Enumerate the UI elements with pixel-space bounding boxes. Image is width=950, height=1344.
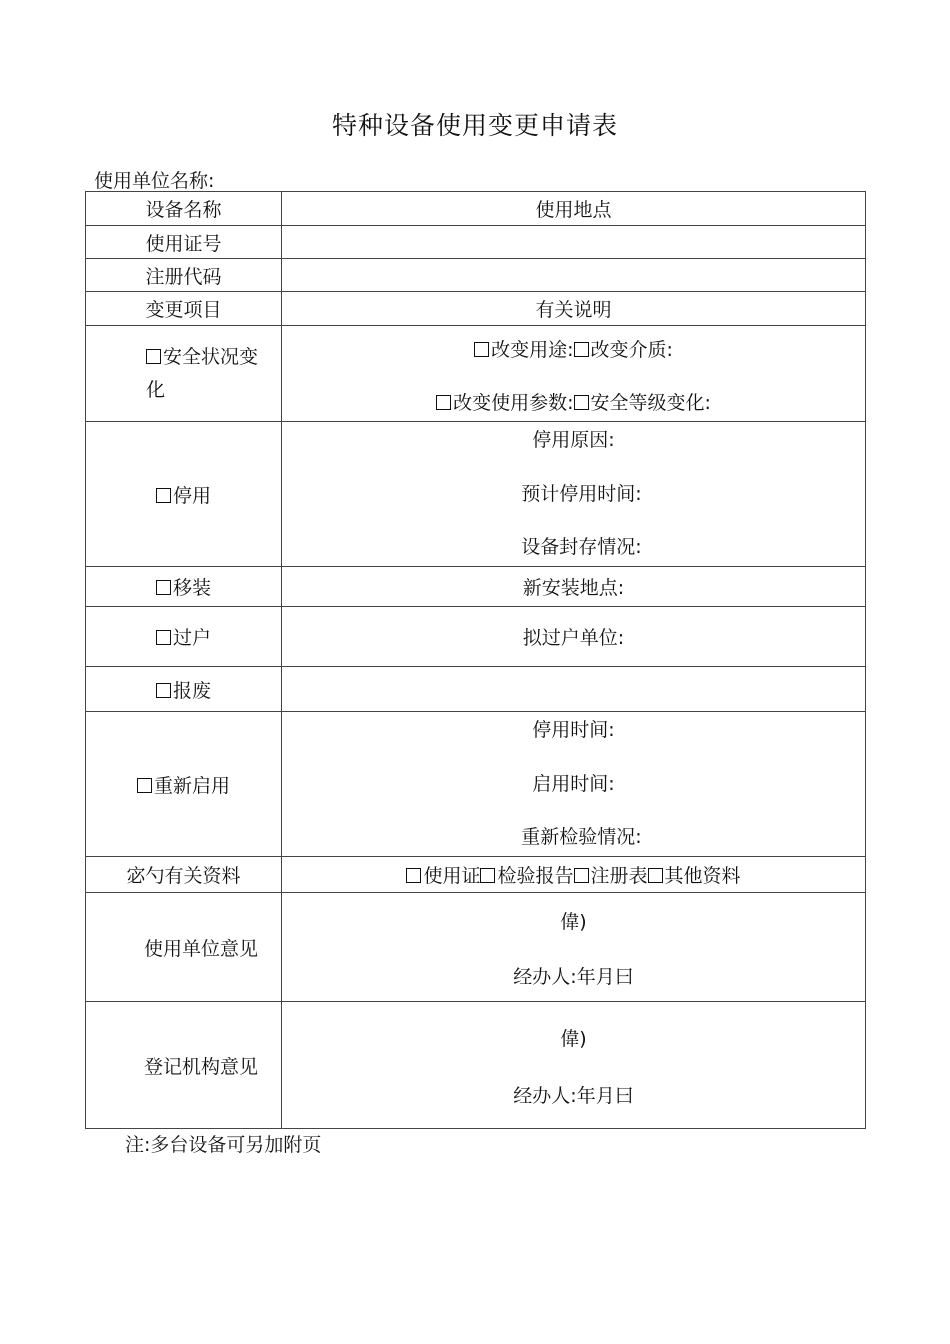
change-item-header: 变更项目 xyxy=(86,292,282,326)
form-row-docs xyxy=(86,857,866,893)
registry-opinion-label: 登记机构意见 xyxy=(86,1002,282,1129)
form-row-suspend xyxy=(86,422,866,567)
form-row-registration xyxy=(86,259,866,292)
form-row-relocate xyxy=(86,567,866,607)
doc-other-checkbox[interactable] xyxy=(648,868,663,883)
registry-opinion-field[interactable] xyxy=(282,1002,866,1129)
suspend-label: 停用 xyxy=(172,484,211,507)
page-title: 特种设备使用变更申请表 xyxy=(331,111,618,140)
registry-handler-date: 经办人:年月曰 xyxy=(513,1085,634,1107)
use-cert-field[interactable] xyxy=(282,226,866,259)
form-row-restart xyxy=(86,712,866,857)
suspend-expected-time-label: 预计停用时间: xyxy=(521,482,642,505)
grade-checkbox[interactable] xyxy=(574,395,589,410)
safety-change-options xyxy=(282,326,866,422)
scrap-checkbox[interactable] xyxy=(156,683,171,698)
registration-code-field[interactable] xyxy=(282,259,866,292)
form-row-transfer xyxy=(86,607,866,667)
docs-options xyxy=(282,857,866,893)
use-cert-label: 使用证号 xyxy=(86,226,282,259)
medium-checkbox[interactable] xyxy=(574,342,589,357)
safety-change-label: 安全状况变化 xyxy=(146,345,259,401)
grade-label: 安全等级变化: xyxy=(590,392,711,414)
suspend-details xyxy=(282,422,866,567)
scrap-label: 报废 xyxy=(172,679,211,702)
unit-opinion-field[interactable] xyxy=(282,893,866,1002)
transfer-checkbox[interactable] xyxy=(156,630,171,645)
relocate-checkbox[interactable] xyxy=(156,580,171,595)
scrap-cell xyxy=(86,667,282,712)
params-label: 改变使用参数: xyxy=(453,392,574,414)
suspend-reason-label: 停用原因: xyxy=(532,429,615,451)
form-row-unit-opinion xyxy=(86,893,866,1002)
restart-details xyxy=(282,712,866,857)
safety-change-checkbox[interactable] xyxy=(146,349,161,364)
scrap-field[interactable] xyxy=(282,667,866,712)
change-application-form xyxy=(85,191,866,1129)
equipment-name-label: 设备名称 xyxy=(86,192,282,226)
doc-inspection-report-label: 检验报告 xyxy=(497,865,574,887)
transfer-cell xyxy=(86,607,282,667)
unit-handler-date: 经办人:年月曰 xyxy=(513,966,634,988)
restart-reinspection-label: 重新检验情况: xyxy=(521,826,642,848)
footnote: 注:多台设备可另加附页 xyxy=(125,1134,322,1156)
suspend-cell xyxy=(86,422,282,567)
form-row-cert xyxy=(86,226,866,259)
form-row-safety xyxy=(86,326,866,422)
restart-checkbox[interactable] xyxy=(137,778,152,793)
relocate-label: 移装 xyxy=(172,577,211,599)
medium-label: 改变介质: xyxy=(590,339,673,361)
doc-use-cert-label: 使用证 xyxy=(423,865,481,887)
transfer-new-unit-label: 拟过户单位: xyxy=(282,607,866,667)
transfer-label: 过户 xyxy=(172,627,211,649)
registry-seal-text: 偉) xyxy=(560,1028,587,1050)
restart-cell xyxy=(86,712,282,857)
params-checkbox[interactable] xyxy=(436,395,451,410)
relocate-new-site-label: 新安装地点: xyxy=(282,567,866,607)
purpose-label: 改变用途: xyxy=(491,339,574,361)
related-desc-header: 有关说明 xyxy=(282,292,866,326)
restart-label: 重新启用 xyxy=(153,774,230,797)
doc-other-label: 其他资料 xyxy=(664,865,741,887)
doc-inspection-report-checkbox[interactable] xyxy=(480,868,495,883)
doc-registration-form-checkbox[interactable] xyxy=(574,868,589,883)
form-row-equipment xyxy=(86,192,866,226)
use-location-label: 使用地点 xyxy=(282,192,866,226)
form-row-scrap xyxy=(86,667,866,712)
suspend-checkbox[interactable] xyxy=(156,488,171,503)
doc-registration-form-label: 注册表 xyxy=(590,865,648,887)
form-row-registry-opinion xyxy=(86,1002,866,1129)
docs-label: 宓勺有关资料 xyxy=(86,857,282,893)
restart-enable-time-label: 启用时间: xyxy=(532,772,615,795)
restart-suspend-time-label: 停用时间: xyxy=(532,719,615,741)
form-row-header xyxy=(86,292,866,326)
unit-seal-text: 偉) xyxy=(560,911,587,933)
registration-code-label: 注册代码 xyxy=(86,259,282,292)
unit-opinion-label: 使用单位意见 xyxy=(86,893,282,1002)
relocate-cell xyxy=(86,567,282,607)
unit-name-label: 使用单位名称: xyxy=(94,170,215,192)
doc-use-cert-checkbox[interactable] xyxy=(406,868,421,883)
safety-change-cell xyxy=(86,326,282,422)
suspend-sealing-label: 设备封存情况: xyxy=(521,536,642,558)
purpose-checkbox[interactable] xyxy=(474,342,489,357)
